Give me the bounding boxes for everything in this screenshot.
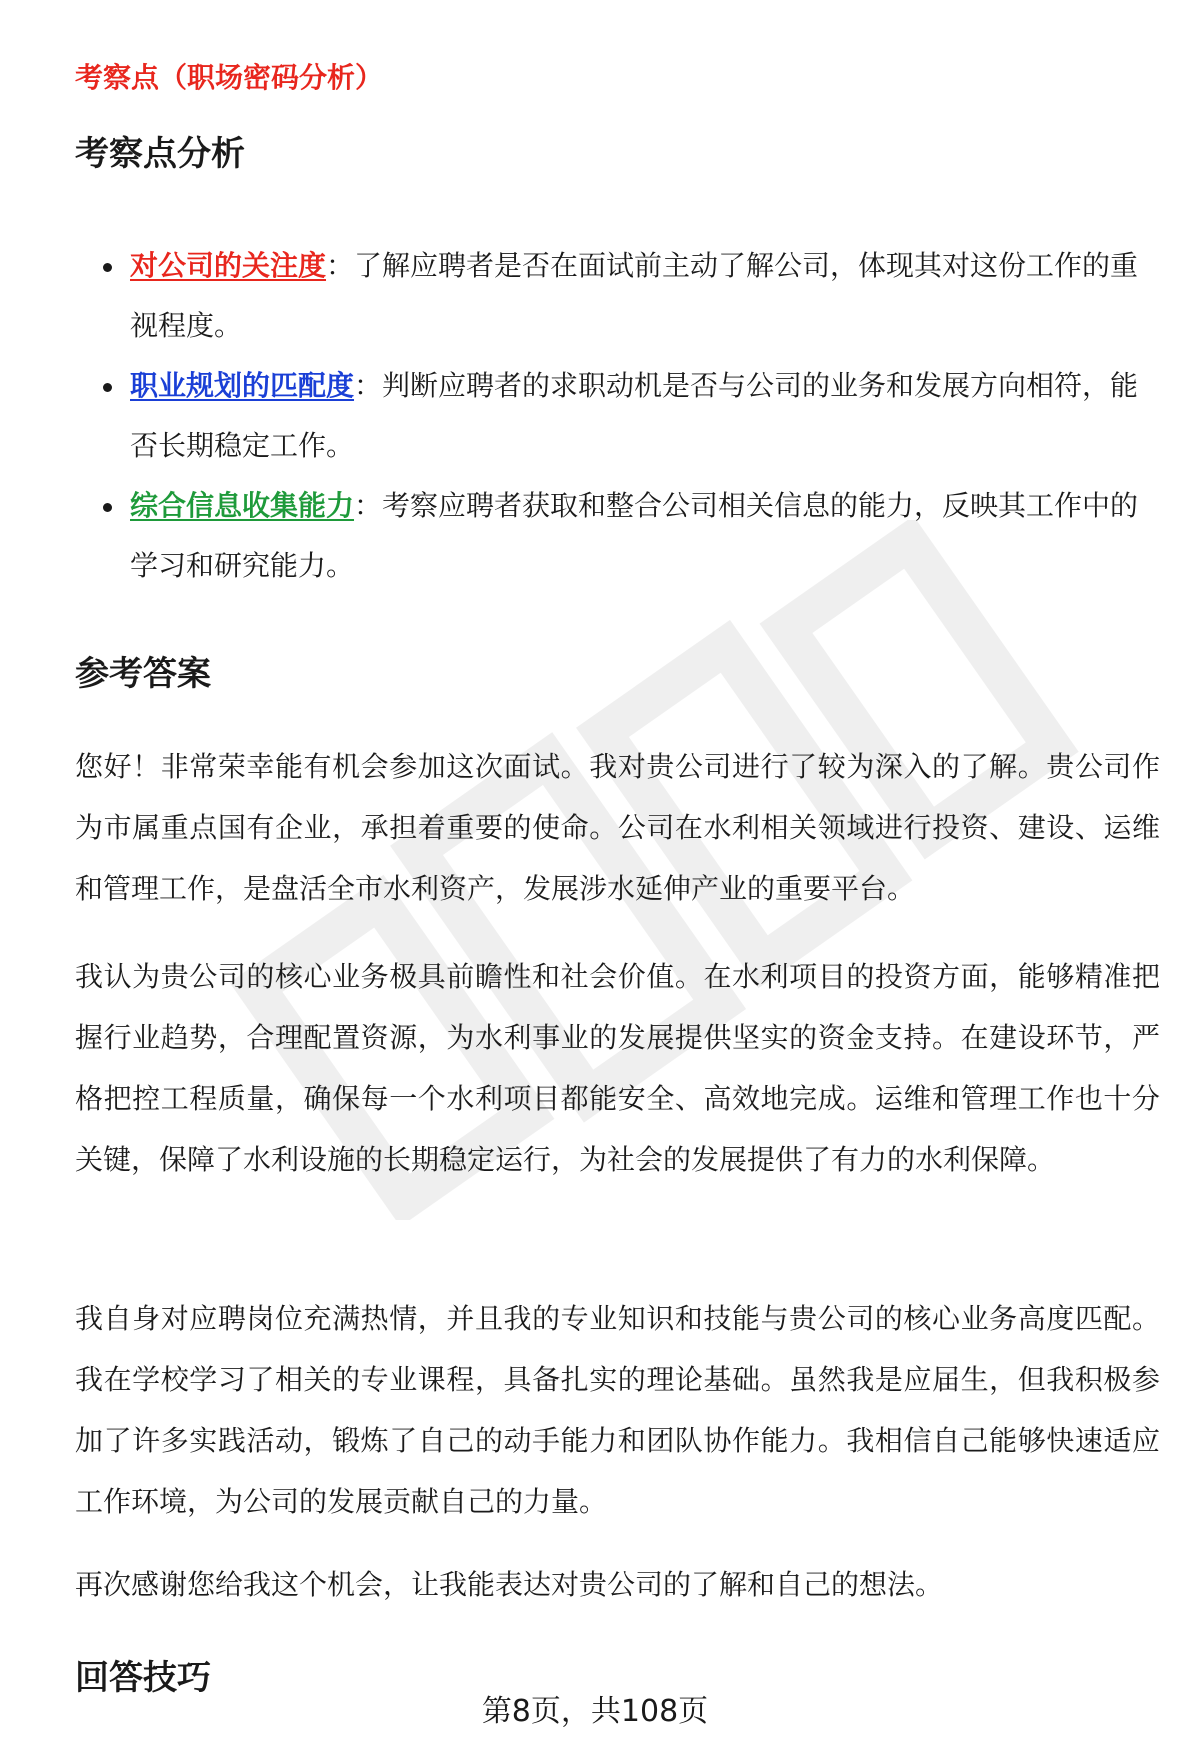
answer-paragraph: 再次感谢您给我这个机会，让我能表达对贵公司的了解和自己的想法。 bbox=[75, 1568, 944, 1601]
bullet-text: ：考察应聘者获取和整合公司相关信息的能力，反映其工作中的学习和研究能力。 bbox=[130, 489, 1139, 582]
analysis-heading: 考察点分析 bbox=[75, 134, 245, 174]
list-item bbox=[75, 356, 1155, 476]
bullet-icon bbox=[103, 503, 112, 512]
bullet-icon bbox=[103, 263, 112, 272]
section-tag: 考察点（职场密码分析） bbox=[75, 61, 384, 94]
tips-heading: 回答技巧 bbox=[75, 1658, 211, 1698]
answer-paragraph: 您好！非常荣幸能有机会参加这次面试。我对贵公司进行了较为深入的了解。贵公司作为市属重点国有企业，承担着重要的使命。公司在水利相关领域进行投资、建设、运维和管理工作，是盘活全市水利资产，发展涉水延伸产业的重要平台。 bbox=[75, 750, 1160, 905]
bullet-icon bbox=[103, 383, 112, 392]
bullet-keyword: 对公司的关注度 bbox=[130, 249, 327, 282]
list-item bbox=[75, 476, 1155, 596]
bullet-text: ：了解应聘者是否在面试前主动了解公司，体现其对这份工作的重视程度。 bbox=[130, 249, 1139, 342]
bullet-text: ：判断应聘者的求职动机是否与公司的业务和发展方向相符，能否长期稳定工作。 bbox=[130, 369, 1139, 462]
page-number: 第8页，共108页 bbox=[481, 1694, 709, 1729]
answer-paragraph: 我认为贵公司的核心业务极具前瞻性和社会价值。在水利项目的投资方面，能够精准把握行业趋势，合理配置资源，为水利事业的发展提供坚实的资金支持。在建设环节，严格把控工程质量，确保每一个水利项目都能安全、高效地完成。运维和管理工作也十分关键，保障了水利设施的长期稳定运行，为社会的发展提供了有力的水利保障。 bbox=[75, 960, 1160, 1176]
analysis-bullet-list bbox=[75, 236, 1155, 596]
bullet-keyword: 职业规划的匹配度 bbox=[130, 369, 355, 402]
bullet-keyword: 综合信息收集能力 bbox=[130, 489, 355, 522]
list-item bbox=[75, 236, 1155, 356]
answer-heading: 参考答案 bbox=[75, 654, 211, 694]
answer-paragraph: 我自身对应聘岗位充满热情，并且我的专业知识和技能与贵公司的核心业务高度匹配。我在学校学习了相关的专业课程，具备扎实的理论基础。虽然我是应届生，但我积极参加了许多实践活动，锻炼了自己的动手能力和团队协作能力。我相信自己能够快速适应工作环境，为公司的发展贡献自己的力量。 bbox=[75, 1302, 1160, 1518]
